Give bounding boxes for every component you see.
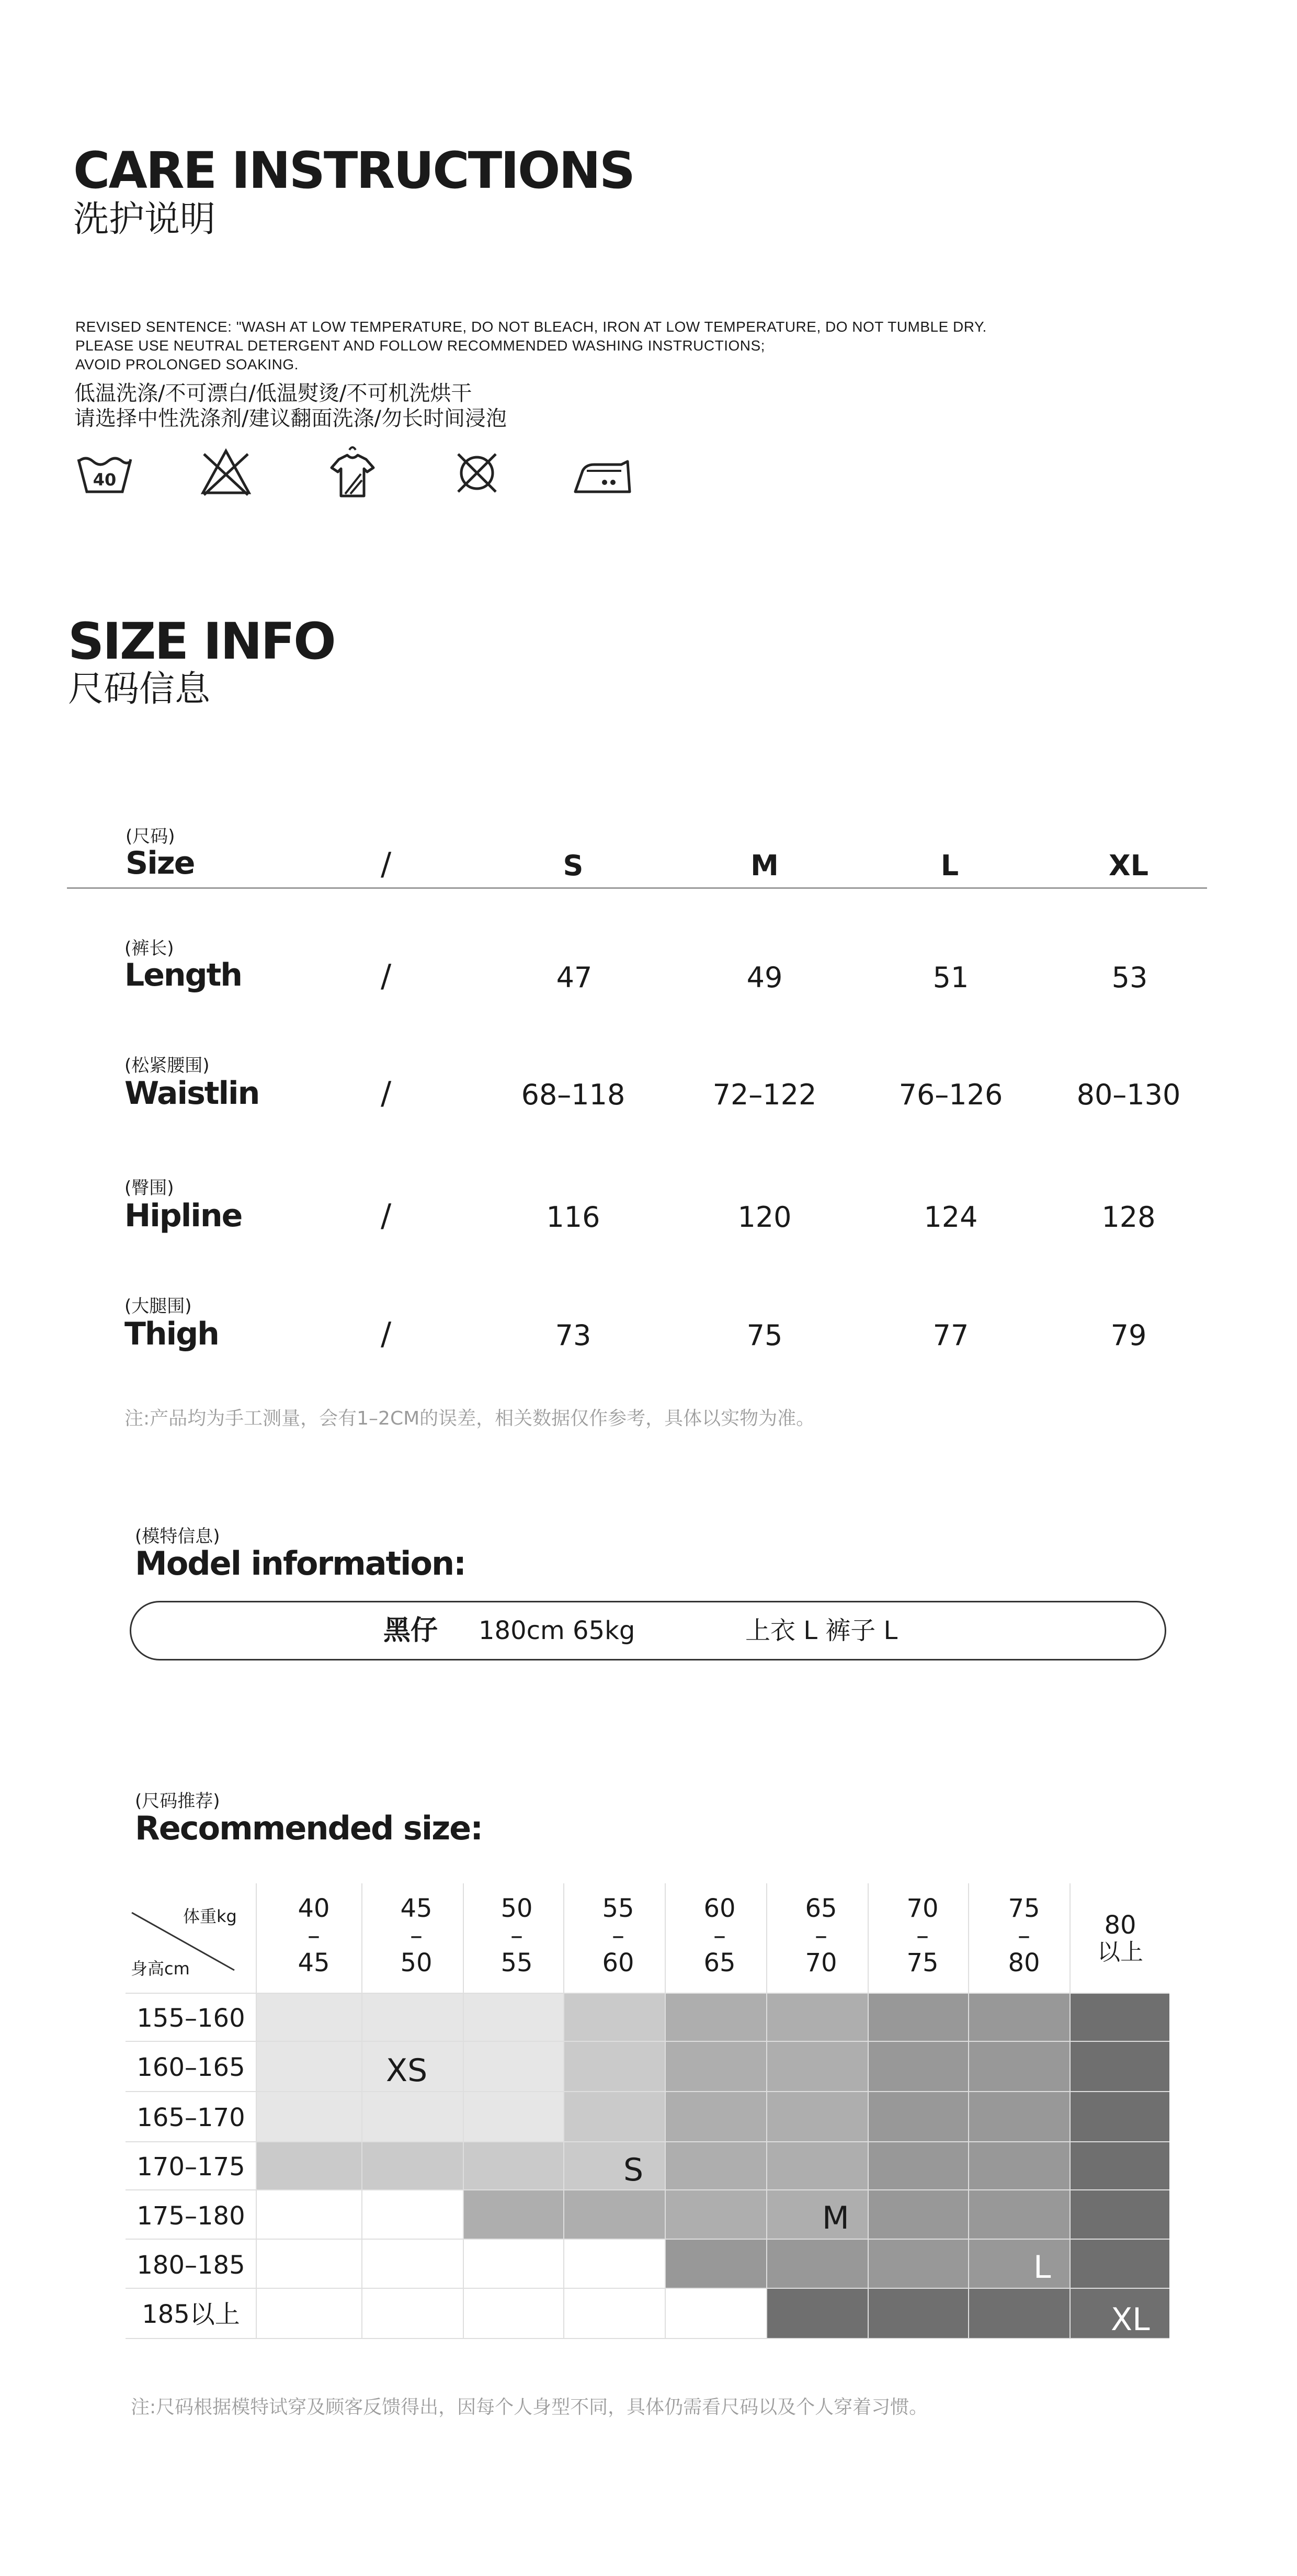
rec-label: Recommended size: bbox=[135, 1809, 483, 1847]
weight-col-6: 65 – 70 bbox=[805, 1894, 837, 1978]
row-thigh-slash: / bbox=[381, 1316, 392, 1352]
thigh-xl: 79 bbox=[1110, 1319, 1147, 1352]
model-label-zh: (模特信息) bbox=[135, 1526, 220, 1547]
care-text-en-3: AVOID PROLONGED SOAKING. bbox=[75, 356, 299, 372]
size-note: 注:产品均为手工测量，会有1–2CM的误差，相关数据仅作参考，具体以实物为准。 bbox=[124, 1408, 815, 1429]
row-hip-label-zh: (臀围) bbox=[124, 1178, 174, 1199]
care-title: CARE INSTRUCTIONS bbox=[73, 141, 634, 200]
wash-40-icon bbox=[73, 444, 136, 501]
no-tumble-dry-icon bbox=[446, 444, 508, 501]
model-name: 黑仔 bbox=[383, 1615, 438, 1646]
row-length-label-zh: (裤长) bbox=[124, 938, 174, 959]
size-col-l: L bbox=[940, 849, 959, 882]
row-hip-slash: / bbox=[381, 1197, 392, 1234]
height-row-4: 170–175 bbox=[136, 2152, 245, 2182]
row-thigh-label-zh: (大腿围) bbox=[124, 1296, 192, 1317]
waist-m: 72–122 bbox=[712, 1078, 817, 1111]
zone-label-m: M bbox=[822, 2200, 849, 2236]
zone-label-l: L bbox=[1033, 2249, 1051, 2286]
height-row-2: 160–165 bbox=[136, 2053, 245, 2082]
thigh-l: 77 bbox=[932, 1319, 969, 1352]
length-s: 47 bbox=[556, 961, 593, 994]
care-text-zh-2: 请选择中性洗涤剂/建议翻面洗涤/勿长时间浸泡 bbox=[74, 406, 507, 431]
size-info-title: SIZE INFO bbox=[68, 612, 335, 671]
model-sizes-worn: 上衣 L 裤子 L bbox=[745, 1616, 898, 1645]
wash-temp-label: 40 bbox=[93, 470, 117, 490]
hip-m: 120 bbox=[737, 1201, 792, 1234]
length-m: 49 bbox=[746, 961, 783, 994]
thigh-s: 73 bbox=[555, 1319, 591, 1352]
size-info-title-zh: 尺码信息 bbox=[68, 669, 211, 710]
height-row-3: 165–170 bbox=[136, 2103, 245, 2132]
rec-note: 注:尺码根据模特试穿及顾客反馈得出，因每个人身型不同，具体仍需看尺码以及个人穿着习惯。 bbox=[131, 2397, 928, 2418]
size-header-label: Size bbox=[126, 845, 195, 882]
row-waist-slash: / bbox=[381, 1075, 392, 1112]
no-bleach-icon bbox=[195, 444, 257, 501]
hip-l: 124 bbox=[924, 1201, 978, 1234]
care-title-zh: 洗护说明 bbox=[73, 199, 216, 240]
weight-col-8: 75 – 80 bbox=[1008, 1894, 1040, 1978]
height-row-6: 180–185 bbox=[136, 2251, 245, 2280]
corner-weight-label: 体重kg bbox=[183, 1906, 237, 1926]
size-col-m: M bbox=[750, 849, 779, 882]
weight-col-4: 55 – 60 bbox=[602, 1894, 634, 1978]
row-thigh-label: Thigh bbox=[124, 1316, 219, 1352]
thigh-m: 75 bbox=[746, 1319, 783, 1352]
care-text-en-1: REVISED SENTENCE: "WASH AT LOW TEMPERATURE, DO NOT BLEACH, IRON AT LOW TEMPERATURE, DO NOT TUMBLE DRY. bbox=[75, 319, 987, 335]
care-text-zh-1: 低温洗涤/不可漂白/低温熨烫/不可机洗烘干 bbox=[74, 381, 472, 405]
height-row-1: 155–160 bbox=[136, 2004, 245, 2033]
row-hip-label: Hipline bbox=[124, 1197, 242, 1234]
row-length-label: Length bbox=[124, 957, 242, 993]
corner-height-label: 身高cm bbox=[131, 1959, 190, 1979]
hip-xl: 128 bbox=[1101, 1201, 1156, 1234]
height-row-7: 185以上 bbox=[142, 2300, 240, 2329]
weight-col-2: 45 – 50 bbox=[400, 1894, 433, 1978]
zone-label-xs: XS bbox=[386, 2052, 428, 2089]
model-label: Model information: bbox=[135, 1544, 465, 1583]
length-xl: 53 bbox=[1111, 961, 1148, 994]
low-iron-icon bbox=[571, 444, 634, 501]
rec-label-zh: (尺码推荐) bbox=[135, 1791, 220, 1812]
size-col-s: S bbox=[563, 849, 584, 882]
length-l: 51 bbox=[932, 961, 969, 994]
weight-col-5: 60 – 65 bbox=[703, 1894, 736, 1978]
size-header-label-zh: (尺码) bbox=[126, 826, 175, 847]
weight-col-7: 70 – 75 bbox=[906, 1894, 939, 1978]
weight-col-1: 40 – 45 bbox=[298, 1894, 330, 1978]
row-waist-label-zh: (松紧腰围) bbox=[124, 1055, 210, 1076]
care-text-en-2: PLEASE USE NEUTRAL DETERGENT AND FOLLOW RECOMMENDED WASHING INSTRUCTIONS; bbox=[75, 337, 765, 354]
row-waist-label: Waistlin bbox=[124, 1075, 259, 1112]
weight-col-9: 80 以上 bbox=[1097, 1911, 1143, 1965]
model-stats: 180cm 65kg bbox=[479, 1616, 635, 1645]
weight-col-3: 50 – 55 bbox=[500, 1894, 533, 1978]
zone-label-xl: XL bbox=[1111, 2301, 1150, 2338]
waist-l: 76–126 bbox=[898, 1078, 1003, 1111]
row-length-slash: / bbox=[381, 958, 392, 995]
size-header-slash: / bbox=[381, 846, 392, 883]
zone-label-s: S bbox=[623, 2152, 644, 2188]
size-col-xl: XL bbox=[1108, 849, 1149, 882]
inside-out-icon bbox=[321, 444, 384, 501]
height-row-5: 175–180 bbox=[136, 2201, 245, 2231]
waist-s: 68–118 bbox=[521, 1078, 625, 1111]
hip-s: 116 bbox=[546, 1201, 600, 1234]
waist-xl: 80–130 bbox=[1076, 1078, 1181, 1111]
model-info-pill bbox=[130, 1601, 1166, 1660]
size-header-divider bbox=[67, 887, 1207, 889]
